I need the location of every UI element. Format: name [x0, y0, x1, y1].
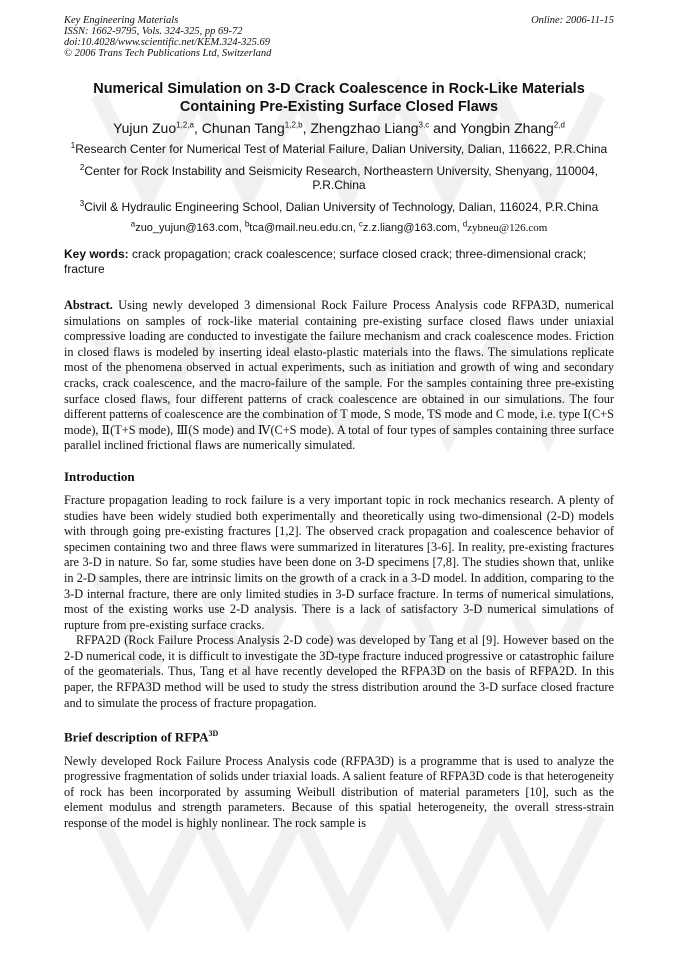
abstract-label: Abstract. [64, 298, 113, 312]
online-date: Online: 2006-11-15 [531, 15, 614, 26]
journal-info [64, 15, 271, 59]
affiliation-text: Civil & Hydraulic Engineering School, Dalian University of Technology, Dalian, 116024, P.R.China [84, 199, 599, 214]
email-sup: b [244, 219, 250, 229]
affiliation-3 [64, 200, 614, 215]
affiliation-2 [64, 164, 614, 193]
brief-description-paragraph: Newly developed Rock Failure Process Analysis code (RFPA3D) is a programme that is used to analyze the progressive fragmentation of solids under triaxial loads. A salient feature of RFPA3D code is that heterogeneity of rock has been incorporated by assuming Weibull distribution of material parameters [10], such as the element modulus and strength parameters. Because of this spatial heterogeneity, the overall stress-strain response of the model is highly nonlinear. The rock sample is [64, 753, 614, 830]
keywords [64, 247, 614, 277]
abstract [64, 298, 614, 454]
introduction-paragraph-2: RFPA2D (Rock Failure Process Analysis 2-D code) was developed by Tang et al [9]. However based on the 2-D numerical code, it is difficult to investigate the 3D-type fracture induced progressive or catastrophic failure of the geomaterials. Thus, Tang et al have recently developed the RFPA3D on the basis of RFPA2D. In this paper, the RFPA3D method will be used to study the stress distribution around the 3-D surface closed fracture and to simulate the process of fracture propagation. [64, 633, 614, 710]
abstract-text: Using newly developed 3 dimensional Rock Failure Process Analysis code RFPA3D, numerical simulations on samples of rock-like material containing pre-existing surface closed flaws under uniaxial compressive loading are conducted to investigate the failure mechanism and crack coalescence modes. Friction in closed flaws is modeled by inserting ideal elasto-plastic materials into the flaws. The simulations replicate most of the phenomena observed in actual experiments, such as initiation and growth of wing and secondary cracks, crack coalescence, and the macro-failure of the sample. For the samples containing three pre-existing surface closed flaws, four different patterns of crack coalescence are obtained in our simulations. The four different patterns of coalescence are the combination of T mode, S mode, TS mode and C mode, i.e. type Ⅰ(C+S mode), Ⅱ(T+S mode), Ⅲ(S mode) and Ⅳ(C+S mode). A total of four types of samples containing three surface parallel inclined frictional flaws are numerically simulated. [64, 298, 614, 453]
brief-heading-text: Brief description of RFPA [64, 729, 209, 745]
email-link[interactable]: tca@mail.neu.edu.cn, [249, 222, 359, 234]
author-name: Chunan Tang [201, 120, 285, 136]
email-sup: a [130, 219, 136, 229]
keywords-label: Key words: [64, 247, 129, 261]
author-separator: and [429, 120, 461, 136]
author-list [64, 119, 614, 138]
issn-line: ISSN: 1662-9795, Vols. 324-325, pp 69-72 [64, 26, 243, 37]
affiliation-text: Center for Rock Instability and Seismicity Research, Northeastern University, Shenyang, 110004, P.R.China [84, 163, 599, 192]
email-link[interactable]: z.z.liang@163.com, [362, 222, 463, 234]
introduction-heading: Introduction [64, 468, 135, 484]
affiliation-text: Research Center for Numerical Test of Material Failure, Dalian University, Dalian, 116622, P.R.China [75, 142, 608, 156]
author-separator: , [302, 120, 311, 136]
author-name: Yongbin Zhang [460, 120, 554, 136]
author-separator: , [193, 120, 202, 136]
author-sup: 1,2,a [176, 120, 194, 130]
title-line-2: Containing Pre-Existing Surface Closed Flaws [179, 99, 499, 115]
email-sup: d [462, 219, 468, 229]
keywords-text: crack propagation; crack coalescence; surface closed crack; three-dimensional crack; fracture [64, 247, 587, 276]
email-link[interactable]: zuo_yujun@163.com, [135, 222, 245, 234]
affiliation-sup: 3 [79, 198, 85, 208]
affiliation-sup: 2 [79, 162, 85, 172]
copyright-line: © 2006 Trans Tech Publications Ltd, Switzerland [64, 48, 272, 59]
paper-title [64, 80, 614, 116]
author-name: Yujun Zuo [113, 120, 177, 136]
doi-line[interactable]: doi:10.4028/www.scientific.net/KEM.324-325.69 [64, 37, 270, 48]
affiliation-sup: 1 [70, 141, 76, 150]
author-sup: 3,c [418, 120, 430, 130]
introduction-paragraph-1: Fracture propagation leading to rock failure is a very important topic in rock mechanics research. A plenty of studies have been widely studied both experimentally and theoretically using two-dimensional (2-D) models with through going pre-existing fractures [1,2]. The observed crack propagation and coalescence behavior of specimen containing two and three flaws were summarized in literatures [3-6]. In reality, pre-existing fractures are 3-D in nature. So far, some studies have been done on 3-D specimens [7,8]. The studies shown that, unlike in 2-D samples, there are intrinsic limits on the growth of a crack in a 3-D model. In addition, comparing to the 3-D internal fracture, there are only limited studies in 3-D surface fracture. In terms of numerical simulations, most of the existing works use 2-D analysis. There is a lack of satisfactory 3-D numerical simulations of rupture from pre-existing surface cracks. [64, 492, 614, 632]
journal-name: Key Engineering Materials [64, 15, 179, 26]
author-sup: 2,d [553, 120, 565, 130]
email-sup: c [358, 219, 363, 229]
author-sup: 1,2,b [284, 120, 303, 130]
email-link[interactable]: zybneu@126.com [467, 222, 548, 234]
author-name: Zhengzhao Liang [310, 120, 419, 136]
author-emails [64, 221, 614, 235]
affiliation-1 [64, 142, 614, 157]
brief-heading-sup: 3D [208, 729, 219, 739]
publication-header [64, 15, 614, 59]
brief-description-heading [64, 726, 614, 744]
title-line-1: Numerical Simulation on 3-D Crack Coalescence in Rock-Like Materials [93, 81, 585, 97]
